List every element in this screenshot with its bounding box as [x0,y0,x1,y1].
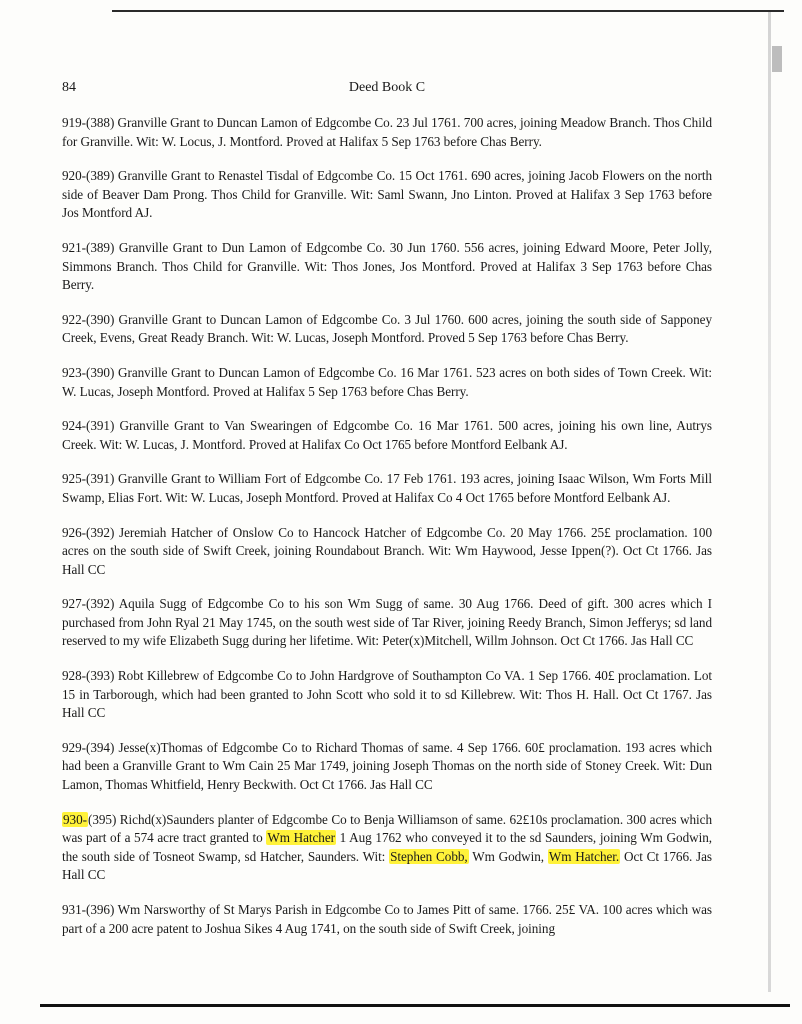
deed-entry-929: 929-(394) Jesse(x)Thomas of Edgcombe Co to Richard Thomas of same. 4 Sep 1766. 60£ proclamation. 193 acres which had been a Granville Grant to Wm Cain 25 Mar 1749, joining Joseph Thomas on the north side of Stoney Creek. Wit: Dun Lamon, Thomas Whitfield, Henry Beckwith. Oct Ct 1766. Jas Hall CC [62,739,712,793]
deed-entry-922: 922-(390) Granville Grant to Duncan Lamon of Edgcombe Co. 3 Jul 1760. 600 acres, joining the south side of Sapponey Creek, Evens, Great Ready Branch. Wit: W. Lucas, Joseph Montford. Proved 5 Sep 1763 before Chas Berry. [62,311,712,346]
highlighted-entry-number: 930- [63,811,87,827]
page-number: 84 [62,80,76,95]
deed-entry-926: 926-(392) Jeremiah Hatcher of Onslow Co to Hancock Hatcher of Edgcombe Co. 20 May 1766. 25£ proclamation. 100 acres on the south side of Swift Creek, joining Roundabout Branch. Wit: Wm Haywood, Jesse Ippen(?). Oct Ct 1766. Jas Hall CC [62,524,712,577]
deed-entry-931: 931-(396) Wm Narsworthy of St Marys Parish in Edgcombe Co to James Pitt of same. 1766. 25£ VA. 100 acres which was part of a 200 acre patent to Joshua Sikes 4 Aug 1741, on the south side of Swift Creek, joining [62,902,712,936]
right-page-edge [768,12,771,992]
bottom-page-edge [40,1004,790,1007]
entry-text: (395) Richd(x)Saunders planter of Edgcombe Co to Benja Williamson of same. 62£10s proclamation. 300 acres which was part of a 574 acre tract granted to [62,811,712,846]
deed-entry-920: 920-(389) Granville Grant to Renastel Tisdal of Edgcombe Co. 15 Oct 1761. 690 acres, joining Jacob Flowers on the north side of Beaver Dam Prong. Thos Child for Granville. Wit: Saml Swann, Jno Linton. Proved at Halifax 3 Sep 1763 before Jos Montford AJ. [62,168,712,221]
highlighted-name-wm-hatcher-witness: Wm Hatcher. [548,848,620,864]
book-title: Deed Book C [348,80,426,95]
highlighted-name-stephen-cobb: Stephen Cobb, [390,848,468,864]
highlighted-name-wm-hatcher: Wm Hatcher [267,830,335,846]
deed-entry-928: 928-(393) Robt Killebrew of Edgcombe Co to John Hardgrove of Southampton Co VA. 1 Sep 1766. 40£ proclamation. Lot 15 in Tarborough, which had been granted to John Scott who sold it to sd Killebrew. Wit: Thos H. Hall. Oct Ct 1767. Jas Hall CC [62,668,712,721]
deed-entry-921: 921-(389) Granville Grant to Dun Lamon of Edgcombe Co. 30 Jun 1760. 556 acres, joining Edward Moore, Peter Jolly, Simmons Branch. Thos Child for Granville. Wit: Thos Jones, Jos Montford. Proved at Halifax 3 Sep 1763 before Chas Berry. [62,239,712,293]
entry-text: Oct Ct 1766. Jas Hall CC [62,848,712,883]
deed-entry-919: 919-(388) Granville Grant to Duncan Lamon of Edgcombe Co. 23 Jul 1761. 700 acres, joining Meadow Branch. Thos Child for Granville. Wit: W. Locus, J. Montford. Proved at Halifax 5 Sep 1763 before Chas Berry. [62,115,712,149]
page-header [62,80,712,100]
entry-text: 1 Aug 1762 who conveyed it to the sd Saunders, joining Wm Godwin, the south side of Tosneot Swamp, sd Hatcher, Saunders. Wit: [62,830,712,864]
deed-entry-927: 927-(392) Aquila Sugg of Edgcombe Co to his son Wm Sugg of same. 30 Aug 1766. Deed of gift. 300 acres which I purchased from John Ryal 21 May 1745, on the south west side of Tar River, joining Reedy Branch, Simon Jefferys; sd land reserved to my wife Elizabeth Sugg during her lifetime. Wit: Peter(x)Mitchell, Willm Johnson. Oct Ct 1766. Jas Hall CC [62,596,712,649]
deed-entry-924: 924-(391) Granville Grant to Van Swearingen of Edgcombe Co. 16 Mar 1761. 500 acres, joining his own line, Autrys Creek. Wit: W. Lucas, J. Montford. Proved at Halifax Co Oct 1765 before Montford Eelbank AJ. [62,418,712,452]
deed-entries [62,114,712,954]
deed-entry-925: 925-(391) Granville Grant to William Fort of Edgcombe Co. 17 Feb 1761. 193 acres, joining Isaac Wilson, Wm Forts Mill Swamp, Elias Fort. Wit: W. Lucas, Joseph Montford. Proved at Halifax Co 4 Oct 1765 before Montford Eelbank AJ. [62,471,712,505]
entry-text: Wm Godwin, [468,848,548,864]
top-page-edge [112,10,784,12]
deed-entry-923: 923-(390) Granville Grant to Duncan Lamon of Edgcombe Co. 16 Mar 1761. 523 acres on both sides of Town Creek. Wit: W. Lucas, Joseph Montford. Proved at Halifax 5 Sep 1763 before Chas Berry. [62,364,712,399]
binding-mark [772,46,782,72]
deed-entry-930 [62,811,712,885]
